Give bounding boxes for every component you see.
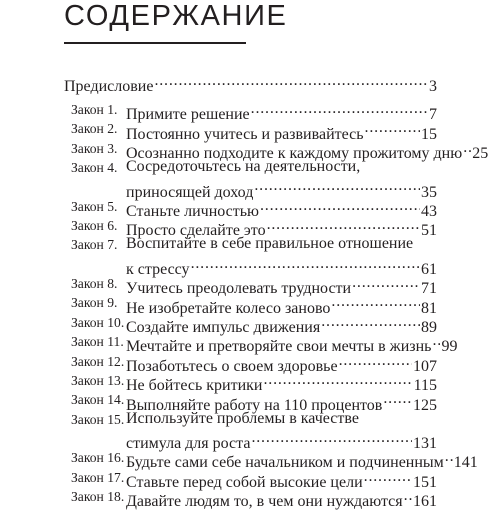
toc-page-number: 25 <box>472 144 489 162</box>
dot-leader <box>251 100 428 119</box>
law-number: Закон 15. <box>71 411 125 427</box>
toc-entry-title: Выполняйте работу на 110 процентов <box>126 396 383 414</box>
dot-leader <box>445 448 453 467</box>
law-number: Закон 9. <box>71 295 118 311</box>
toc-entry-title: Используйте проблемы в качестве <box>126 409 359 427</box>
dot-leader <box>263 371 412 390</box>
dot-leader <box>254 177 420 196</box>
toc-entry-title: Осознанно подходите к каждому прожитому дню <box>126 144 463 162</box>
toc-page-number: 161 <box>413 493 437 511</box>
law-number: Закон 18. <box>71 489 125 505</box>
law-number: Закон 3. <box>71 140 118 156</box>
toc-page-number: 151 <box>413 473 437 491</box>
toc-entry-title: Станьте личностью <box>126 202 259 220</box>
toc-page-number: 131 <box>413 435 437 453</box>
toc-entry-title: Сосредоточьтесь на деятельности, <box>126 158 361 176</box>
dot-leader <box>432 332 440 351</box>
toc-page-number: 107 <box>413 357 437 375</box>
toc-page-number: 15 <box>421 125 437 143</box>
dot-leader <box>191 255 420 274</box>
toc-page-number: 115 <box>413 377 437 395</box>
toc-page-number: 51 <box>421 222 437 240</box>
toc-page-number: 71 <box>421 280 437 298</box>
law-number: Закон 13. <box>71 372 125 388</box>
title-underline <box>64 42 246 44</box>
toc-entry-title: Постоянно учитесь и развивайтесь <box>126 125 364 143</box>
toc-entry-title: Воспитайте в себе правильное отношение <box>126 235 414 253</box>
law-number: Закон 6. <box>71 218 118 234</box>
page-title: СОДЕРЖАНИЕ <box>64 0 288 32</box>
law-number: Закон 1. <box>71 102 118 117</box>
toc-entry-title: приносящей доход <box>126 183 254 201</box>
toc-entry-title: Не изобретайте колесо заново <box>126 299 331 317</box>
law-number: Закон 12. <box>71 353 125 369</box>
dot-leader <box>154 72 428 91</box>
law-number: Закон 2. <box>71 121 118 137</box>
dot-leader <box>383 390 412 409</box>
dot-leader <box>260 197 420 216</box>
toc-page-number: 141 <box>453 454 478 472</box>
dot-leader <box>352 274 420 293</box>
toc-page-number: 99 <box>441 338 458 356</box>
toc-entry-title: к стрессу <box>126 260 190 278</box>
dot-leader <box>404 487 412 506</box>
law-number: Закон 14. <box>71 392 125 408</box>
law-number: Закон 11. <box>71 334 124 350</box>
toc-page-number: 125 <box>413 396 437 414</box>
toc-entry-title: Создайте импульс движения <box>126 319 321 336</box>
dot-leader <box>365 119 420 138</box>
dot-leader <box>463 139 471 158</box>
law-number: Закон 8. <box>71 276 118 292</box>
toc-entry-title: Давайте людям то, в чем они нуждаются <box>126 493 403 511</box>
dot-leader <box>364 468 412 487</box>
toc-entry-title: Примите решение <box>126 106 250 124</box>
law-number: Закон 17. <box>71 469 125 485</box>
law-number: Закон 7. <box>71 237 118 253</box>
dot-leader <box>251 429 412 448</box>
toc-page-number: 7 <box>429 106 437 124</box>
dot-leader <box>339 352 412 371</box>
toc-entry-title: Не бойтесь критики <box>126 377 263 395</box>
toc-page-number: 89 <box>421 319 437 336</box>
law-number: Закон 10. <box>71 314 125 330</box>
toc-page-number: 43 <box>421 202 437 220</box>
toc-page-number: 81 <box>421 299 437 317</box>
dot-leader <box>321 313 420 332</box>
toc-entry-title: Позаботьтесь о своем здоровье <box>126 357 338 375</box>
dot-leader <box>331 293 420 312</box>
toc-entry-title: Будьте сами себе начальником и подчиненным <box>126 454 444 472</box>
toc-page-number: 35 <box>421 183 437 201</box>
toc-entry-title: Учитесь преодолевать трудности <box>126 280 352 298</box>
toc-entry-title: Предисловие <box>64 78 154 96</box>
toc-entry-title: Ставьте перед собой высокие цели <box>126 473 363 491</box>
toc-page-number: 3 <box>429 78 437 96</box>
toc-entry-title: Мечтайте и претворяйте свои мечты в жизнь <box>126 338 432 356</box>
dot-leader <box>267 216 420 235</box>
toc-page-number: 61 <box>421 260 437 278</box>
law-number: Закон 5. <box>71 198 118 214</box>
toc-entry-preface[interactable] <box>64 72 437 96</box>
law-number: Закон 16. <box>71 450 125 466</box>
law-number: Закон 4. <box>71 160 118 176</box>
toc-entry-title: Просто сделайте это <box>126 222 266 240</box>
toc-entry-title: стимула для роста <box>126 435 251 453</box>
